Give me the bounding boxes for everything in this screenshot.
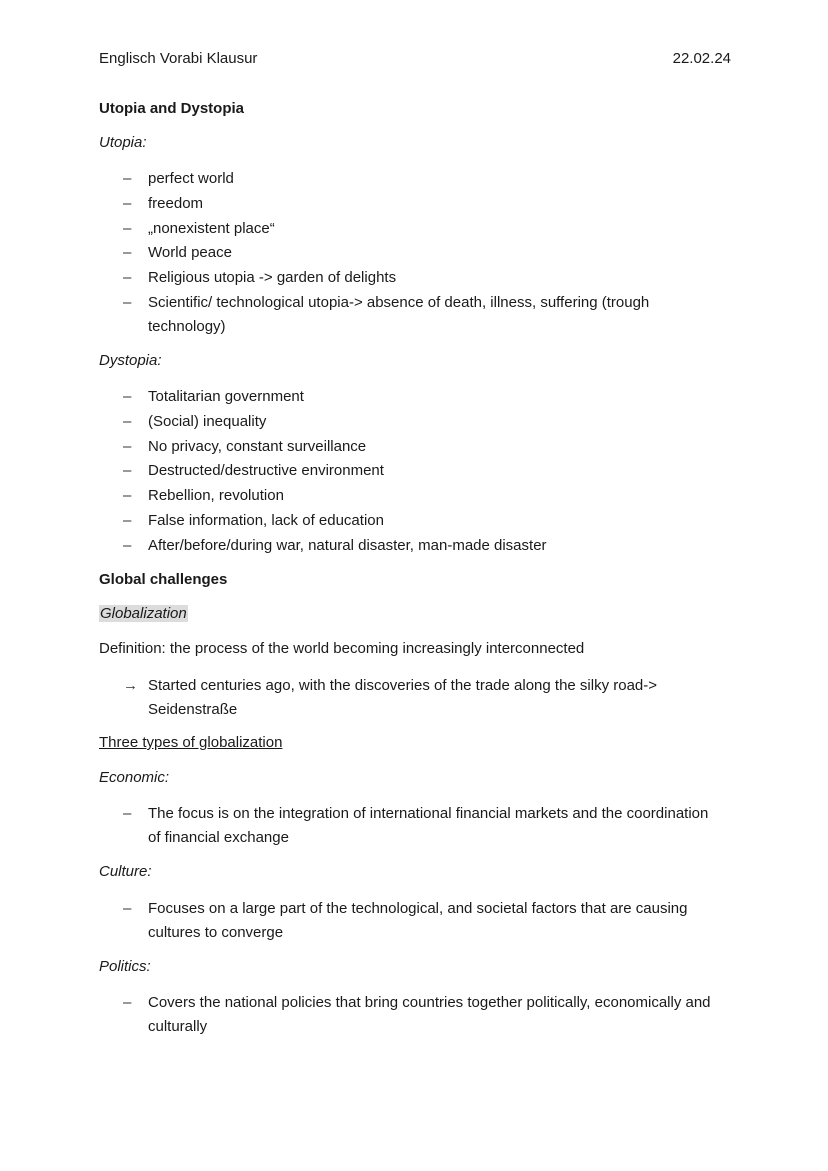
dash-marker: – xyxy=(123,900,132,917)
section-title-global-challenges: Global challenges xyxy=(99,571,228,588)
header-date: 22.02.24 xyxy=(672,50,731,67)
dash-marker: – xyxy=(123,388,132,405)
dash-marker: – xyxy=(123,170,132,187)
types-heading: Three types of globalization xyxy=(99,734,283,751)
list-item: – „nonexistent place“ xyxy=(123,217,715,241)
arrow-right-icon: → xyxy=(123,677,138,694)
dash-marker: – xyxy=(123,805,132,822)
arrow-list-item: → Started centuries ago, with the discoveries of the trade along the silky road-> Seidenstraße xyxy=(123,674,715,722)
dash-marker: – xyxy=(123,462,132,479)
culture-label: Culture: xyxy=(99,863,152,880)
list-item: – Scientific/ technological utopia-> absence of death, illness, suffering (trough technology) xyxy=(123,291,715,339)
list-item: – The focus is on the integration of international financial markets and the coordination of financial exchange xyxy=(123,802,715,850)
globalization-subtitle: Globalization xyxy=(100,605,187,622)
list-item: – Totalitarian government xyxy=(123,385,715,409)
list-item: – freedom xyxy=(123,192,715,216)
dash-marker: – xyxy=(123,512,132,529)
page-header xyxy=(99,50,731,68)
dash-marker: – xyxy=(123,413,132,430)
list-item: – perfect world xyxy=(123,167,715,191)
definition-text: Definition: the process of the world becoming increasingly interconnected xyxy=(99,640,585,657)
politics-label: Politics: xyxy=(99,958,151,975)
list-item: – Rebellion, revolution xyxy=(123,484,715,508)
list-item: – Covers the national policies that bring countries together politically, economically and culturally xyxy=(123,991,715,1039)
header-title: Englisch Vorabi Klausur xyxy=(99,50,258,67)
dash-marker: – xyxy=(123,244,132,261)
dash-marker: – xyxy=(123,269,132,286)
dash-marker: – xyxy=(123,994,132,1011)
list-item: – (Social) inequality xyxy=(123,410,715,434)
utopia-label: Utopia: xyxy=(99,134,147,151)
dash-marker: – xyxy=(123,294,132,311)
dash-marker: – xyxy=(123,438,132,455)
dash-marker: – xyxy=(123,220,132,237)
list-item: – No privacy, constant surveillance xyxy=(123,435,715,459)
dash-marker: – xyxy=(123,537,132,554)
dystopia-label: Dystopia: xyxy=(99,352,162,369)
list-item: – Religious utopia -> garden of delights xyxy=(123,266,715,290)
dash-marker: – xyxy=(123,487,132,504)
list-item: – Destructed/destructive environment xyxy=(123,459,715,483)
list-item: – World peace xyxy=(123,241,715,265)
list-item: – After/before/during war, natural disaster, man-made disaster xyxy=(123,534,715,558)
section-title-utopia-dystopia: Utopia and Dystopia xyxy=(99,100,245,117)
list-item: – False information, lack of education xyxy=(123,509,715,533)
dash-marker: – xyxy=(123,195,132,212)
economic-label: Economic: xyxy=(99,769,170,786)
list-item: – Focuses on a large part of the technological, and societal factors that are causing cultures to converge xyxy=(123,897,715,945)
